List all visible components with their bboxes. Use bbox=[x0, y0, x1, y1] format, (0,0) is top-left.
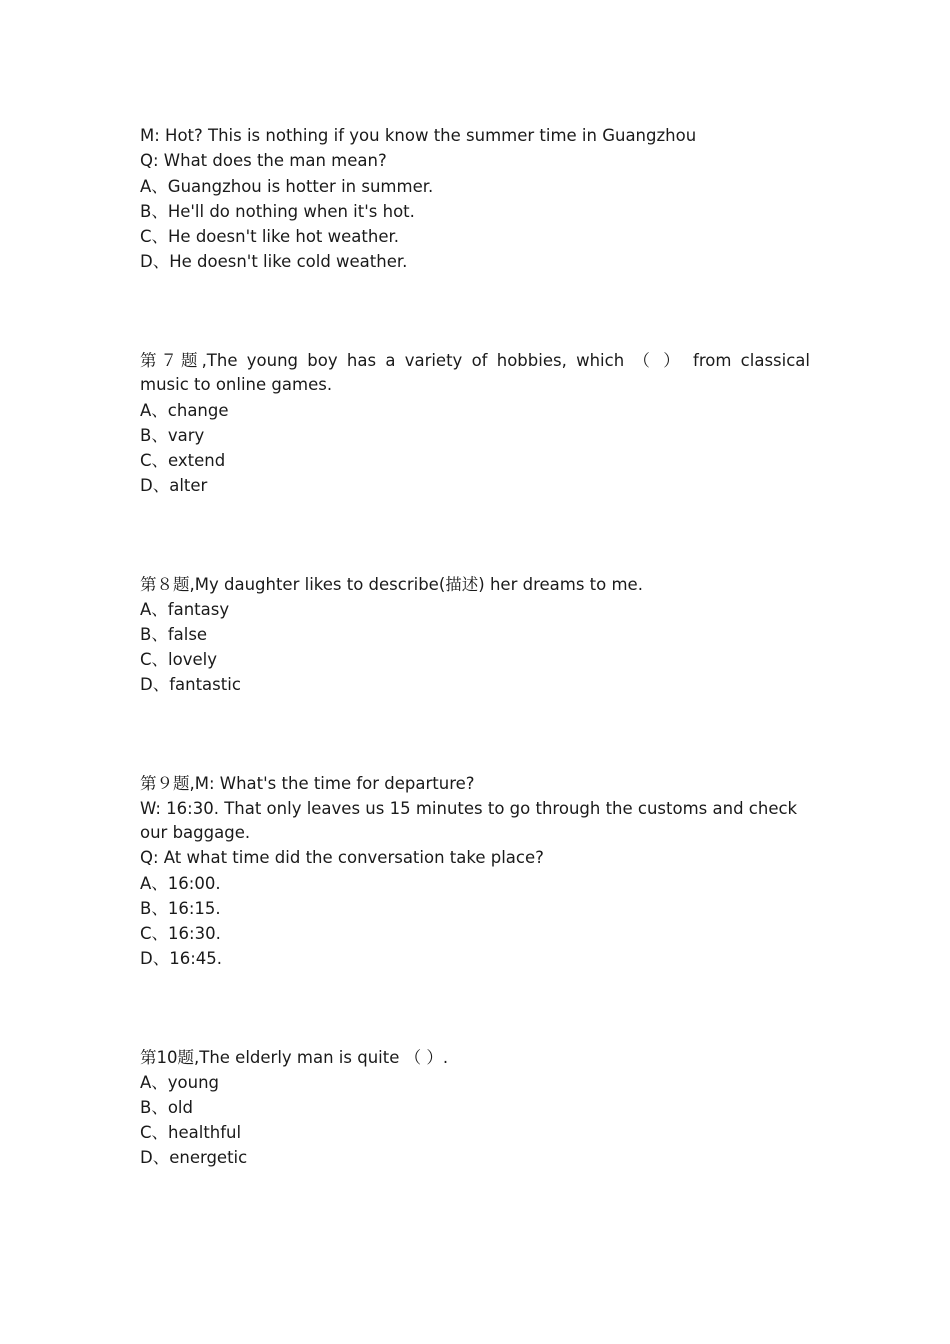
q8-option-b: B、false bbox=[140, 625, 208, 644]
q6-option-b: B、He'll do nothing when it's hot. bbox=[140, 202, 415, 221]
q8-stem: 第８题,My daughter likes to describe(描述) her dreams to me. bbox=[140, 575, 643, 594]
q6-option-d: D、He doesn't like cold weather. bbox=[140, 252, 408, 271]
q6-dialogue-man: M: Hot? This is nothing if you know the summer time in Guangzhou bbox=[140, 126, 697, 145]
q9-stem: 第９题,M: What's the time for departure? bbox=[140, 774, 475, 793]
q6-option-a: A、Guangzhou is hotter in summer. bbox=[140, 177, 434, 196]
q9-dialogue-woman-line2: our baggage. bbox=[140, 823, 251, 842]
q6-option-c: C、He doesn't like hot weather. bbox=[140, 227, 399, 246]
q7-option-c: C、extend bbox=[140, 451, 226, 470]
q9-question: Q: At what time did the conversation take place? bbox=[140, 848, 544, 867]
q10-option-b: B、old bbox=[140, 1098, 193, 1117]
q7-option-b: B、vary bbox=[140, 426, 205, 445]
q10-option-a: A、young bbox=[140, 1073, 220, 1092]
q10-stem: 第10题,The elderly man is quite （ ）. bbox=[140, 1048, 449, 1067]
q6-question: Q: What does the man mean? bbox=[140, 151, 387, 170]
q10-option-d: D、energetic bbox=[140, 1148, 248, 1167]
q7-option-d: D、alter bbox=[140, 476, 208, 495]
q9-option-b: B、16:15. bbox=[140, 899, 221, 918]
q8-option-d: D、fantastic bbox=[140, 675, 241, 694]
q8-option-c: C、lovely bbox=[140, 650, 217, 669]
q7-option-a: A、change bbox=[140, 401, 229, 420]
q9-option-d: D、16:45. bbox=[140, 949, 223, 968]
q8-option-a: A、fantasy bbox=[140, 600, 230, 619]
q9-option-a: A、16:00. bbox=[140, 874, 221, 893]
q7-stem-line2: music to online games. bbox=[140, 375, 333, 394]
q9-option-c: C、16:30. bbox=[140, 924, 221, 943]
q7-stem-line1: 第７题,The young boy has a variety of hobbies, which （ ） from classical bbox=[140, 351, 810, 370]
q9-dialogue-woman-line1: W: 16:30. That only leaves us 15 minutes to go through the customs and check bbox=[140, 799, 798, 818]
q10-option-c: C、healthful bbox=[140, 1123, 242, 1142]
